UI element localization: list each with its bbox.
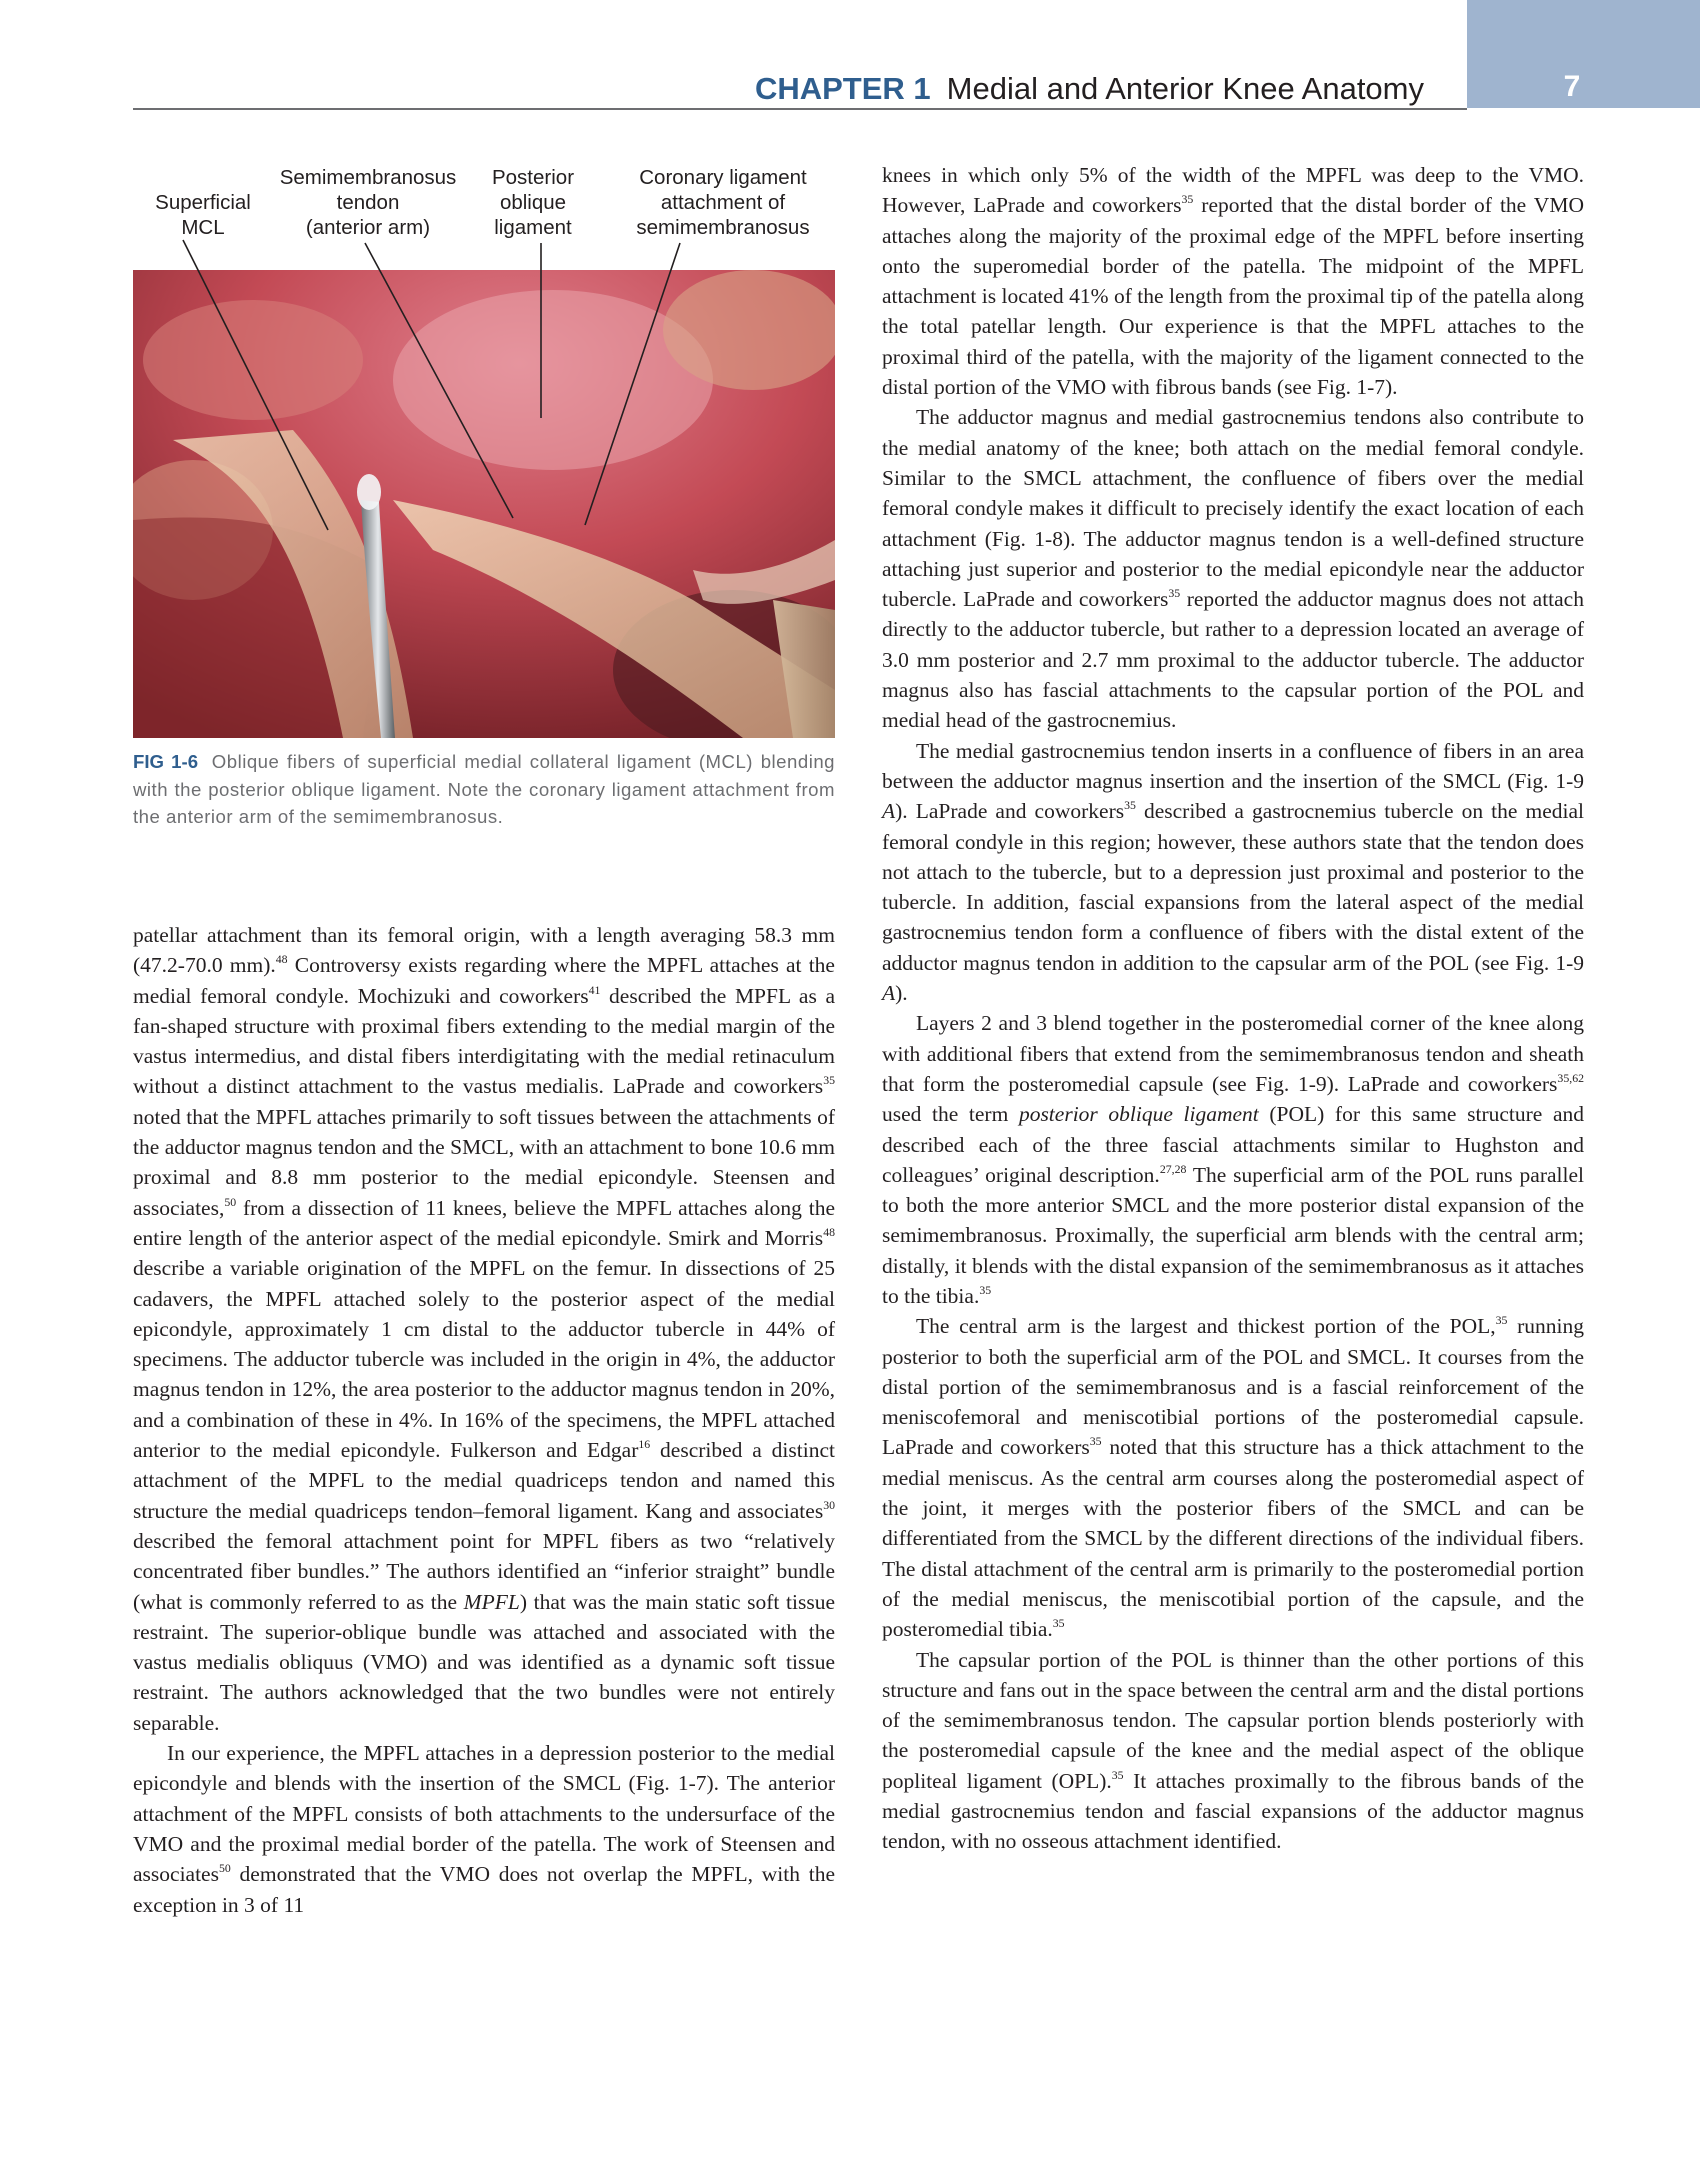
body-paragraph bbox=[882, 402, 1584, 735]
text-run: demonstrated that the VMO does not overlap the MPFL, with the exception in 3 of 11 bbox=[133, 1862, 835, 1917]
citation-superscript: 35 bbox=[979, 1283, 992, 1298]
italic-text: A bbox=[882, 799, 896, 824]
figure-caption bbox=[133, 748, 835, 831]
text-run: The capsular portion of the POL is thinner than the other portions of this structure and fans out in the space between the central arm and the distal portions of the semimembranosus tendon. The capsular portion blends posteriorly with the posteromedial capsule of the knee and the medial aspect of the oblique popliteal ligament (OPL). bbox=[882, 1647, 1584, 1793]
text-run: described the femoral attachment point for MPFL fibers as two “relatively concentrated fiber bundles.” The authors identified an “inferior straight” bundle (what is commonly referred to as the bbox=[133, 1528, 835, 1614]
citation-superscript: 35 bbox=[1124, 798, 1136, 813]
citation-superscript: 35 bbox=[823, 1073, 835, 1088]
label-superficial-mcl: Superficial MCL bbox=[155, 191, 251, 239]
text-run: noted that this structure has a thick attachment to the medial meniscus. As the central arm courses along the posteromedial aspect of the joint, it merges with the posterior fibers of the SMCL and can be differentiated from the SMCL by the different directions of the individual fibers. The distal attachment of the central arm is primarily to the posteromedial portion of the medial meniscus, the meniscotibial portion of the capsule, and the posteromedial tibia. bbox=[882, 1435, 1584, 1642]
text-run: describe a variable origination of the MPFL on the femur. In dissections of 25 cadavers, the MPFL attached solely to the posterior aspect of the medial epicondyle, approximately 1 cm distal to the adductor tubercle in 44% of specimens. The adductor tubercle was included in the origin in 4%, the adductor magnus tendon in 12%, the area posterior to the adductor magnus tendon in 20%, and a combination of these in 4%. In 16% of the specimens, the MPFL attached anterior to the medial epicondyle. Fulkerson and Edgar bbox=[133, 1256, 835, 1463]
body-paragraph bbox=[133, 1738, 835, 1920]
text-run: running posterior to both the superficial arm of the POL and SMCL. It courses from the distal portion of the semimembranosus and is a fascial reinforcement of the meniscofemoral and meniscotibial portions of the posteromedial capsule. LaPrade and coworkers bbox=[882, 1314, 1584, 1460]
text-run: The medial gastrocnemius tendon inserts in a confluence of fibers in an area between the adductor magnus insertion and the insertion of the SMCL (Fig. 1-9 bbox=[882, 738, 1584, 793]
citation-superscript: 50 bbox=[224, 1194, 237, 1209]
citation-superscript: 35 bbox=[1052, 1616, 1065, 1631]
citation-superscript: 27,28 bbox=[1159, 1161, 1187, 1176]
dissection-photo bbox=[133, 270, 835, 738]
text-run: It attaches proximally to the fibrous bands of the medial gastrocnemius tendon and fascial expansions of the adductor magnus tendon, with no osseous attachment identified. bbox=[882, 1768, 1584, 1854]
body-paragraph bbox=[882, 1645, 1584, 1857]
label-posterior-oblique-ligament: Posterior oblique ligament bbox=[491, 166, 575, 239]
text-run: described the MPFL as a fan-shaped structure with proximal fibers extending to the medial margin of the vastus intermedius, and distal fibers interdigitating with the medial retinaculum without a distinct attachment to the vastus medialis. LaPrade and coworkers bbox=[133, 983, 835, 1099]
body-paragraph bbox=[882, 160, 1584, 402]
text-run: (POL) for this same structure and described each of the three fascial attachments similar to Hughston and colleagues’ original description. bbox=[882, 1102, 1584, 1187]
label-semimembranosus-tendon: Semimembranosus tendon (anterior arm) bbox=[279, 166, 457, 239]
text-run: In our experience, the MPFL attaches in a depression posterior to the medial epicondyle and blends with the insertion of the SMCL (Fig. 1-7). The anterior attachment of the MPFL consists of both attachments to the undersurface of the VMO and the proximal medial border of the patella. The work of Steensen and associates bbox=[133, 1741, 835, 1887]
citation-superscript: 35 bbox=[1111, 1767, 1124, 1782]
citation-superscript: 35 bbox=[1089, 1434, 1102, 1449]
text-run: from a dissection of 11 knees, believe the MPFL attaches along the entire length of the anterior aspect of the medial epicondyle. Smirk and Morris bbox=[133, 1195, 835, 1250]
body-paragraph bbox=[882, 736, 1584, 1009]
text-run: The superficial arm of the POL runs parallel to both the more anterior SMCL and the more posterior distal expansion of the semimembranosus. Proximally, the superficial arm blends with the central arm; distally, it blends with the distal expansion of the semimembranosus as it attaches to the tibia. bbox=[882, 1162, 1584, 1308]
body-paragraph bbox=[882, 1008, 1584, 1311]
figure-caption-text: Oblique fibers of superficial medial collateral ligament (MCL) blending with the posterior oblique ligament. Note the coronary ligament attachment from the anterior arm of the semimembranosus. bbox=[133, 751, 836, 827]
citation-superscript: 35 bbox=[1181, 192, 1194, 207]
text-run: ). LaPrade and coworkers bbox=[895, 799, 1125, 824]
figure-1-6 bbox=[133, 160, 835, 840]
italic-text: posterior oblique ligament bbox=[1018, 1102, 1259, 1127]
text-run: reported the adductor magnus does not attach directly to the adductor tubercle, but rather to a depression located an average of 3.0 mm posterior and 2.7 mm proximal to the adductor tubercle. The adductor magnus also has fascial attachments to the capsular portion of the POL and medial head of the gastrocnemius. bbox=[882, 587, 1584, 733]
label-coronary-ligament: Coronary ligament attachment of semimembranosus bbox=[636, 166, 810, 239]
running-head bbox=[755, 70, 1424, 108]
text-run: knees in which only 5% of the width of the MPFL was deep to the VMO. However, LaPrade and coworkers bbox=[882, 163, 1584, 218]
right-text-column bbox=[882, 160, 1584, 1857]
citation-superscript: 35 bbox=[1168, 586, 1181, 601]
citation-superscript: 48 bbox=[823, 1225, 835, 1240]
italic-text: MPFL bbox=[463, 1589, 520, 1614]
citation-superscript: 30 bbox=[823, 1497, 835, 1512]
citation-superscript: 41 bbox=[588, 982, 601, 997]
text-run: described a gastrocnemius tubercle on the medial femoral condyle in this region; however, these authors state that the tendon does not attach to the tubercle, but to a depression just proximal and posterior to the tubercle. In addition, fascial expansions from the lateral aspect of the medial gastrocnemius tendon form a confluence of fibers with the distal extent of the adductor magnus tendon in addition to the capsular arm of the POL (see Fig. 1-9 bbox=[882, 799, 1584, 975]
text-run: used the term bbox=[882, 1102, 1019, 1127]
header-rule bbox=[133, 108, 1467, 110]
text-run: reported that the distal border of the VMO attaches along the majority of the proximal edge of the MPFL before inserting onto the superomedial border of the patella. The midpoint of the MPFL attachment is located 41% of the length from the proximal tip of the patella along the total patellar length. Our experience is that the MPFL attaches to the proximal third of the patella, with the majority of the ligament connected to the distal portion of the VMO with fibrous bands (see Fig. 1-7). bbox=[882, 193, 1584, 400]
italic-text: A bbox=[882, 981, 896, 1006]
citation-superscript: 35,62 bbox=[1557, 1071, 1584, 1086]
body-paragraph bbox=[133, 920, 835, 1738]
text-run: Controversy exists regarding where the MPFL attaches at the medial femoral condyle. Mochizuki and coworkers bbox=[133, 953, 835, 1008]
text-run: The central arm is the largest and thickest portion of the POL, bbox=[916, 1314, 1496, 1339]
figure-number: FIG 1-6 bbox=[133, 751, 199, 772]
page-number: 7 bbox=[1563, 70, 1581, 103]
citation-superscript: 48 bbox=[275, 952, 288, 967]
text-run: patellar attachment than its femoral origin, with a length averaging 58.3 mm (47.2-70.0 mm). bbox=[133, 923, 835, 978]
text-run: noted that the MPFL attaches primarily to soft tissues between the attachments of the adductor magnus tendon and the SMCL, with an attachment to bone 10.6 mm proximal and 8.8 mm posterior to the medial epicondyle. Steensen and associates, bbox=[133, 1104, 835, 1220]
body-paragraph bbox=[882, 1311, 1584, 1644]
citation-superscript: 50 bbox=[218, 1861, 231, 1876]
text-run: ). bbox=[895, 981, 908, 1006]
citation-superscript: 35 bbox=[1495, 1313, 1508, 1328]
left-text-column bbox=[133, 920, 835, 1920]
citation-superscript: 16 bbox=[638, 1437, 651, 1452]
text-run: ) that was the main static soft tissue restraint. The superior-oblique bundle was attached and associated with the vastus medialis obliquus (VMO) and was identified as a dynamic soft tissue restraint. The authors acknowledged that the two bundles were not entirely separable. bbox=[133, 1589, 835, 1735]
chapter-label: CHAPTER 1 bbox=[754, 71, 931, 106]
chapter-title: Medial and Anterior Knee Anatomy bbox=[946, 71, 1424, 106]
text-run: described a distinct attachment of the MPFL to the medial quadriceps tendon and named this structure the medial quadriceps tendon–femoral ligament. Kang and associates bbox=[133, 1438, 835, 1523]
text-run: The adductor magnus and medial gastrocnemius tendons also contribute to the medial anatomy of the knee; both attach on the medial femoral condyle. Similar to the SMCL attachment, the confluence of fibers over the medial femoral condyle makes it difficult to precisely identify the exact location of each attachment (Fig. 1-8). The adductor magnus tendon is a well-defined structure attaching just superior and posterior to the medial epicondyle near the adductor tubercle. LaPrade and coworkers bbox=[882, 405, 1584, 612]
text-run: Layers 2 and 3 blend together in the posteromedial corner of the knee along with additional fibers that extend from the semimembranosus tendon and sheath that form the posteromedial capsule (see Fig. 1-9). LaPrade and coworkers bbox=[882, 1011, 1584, 1096]
